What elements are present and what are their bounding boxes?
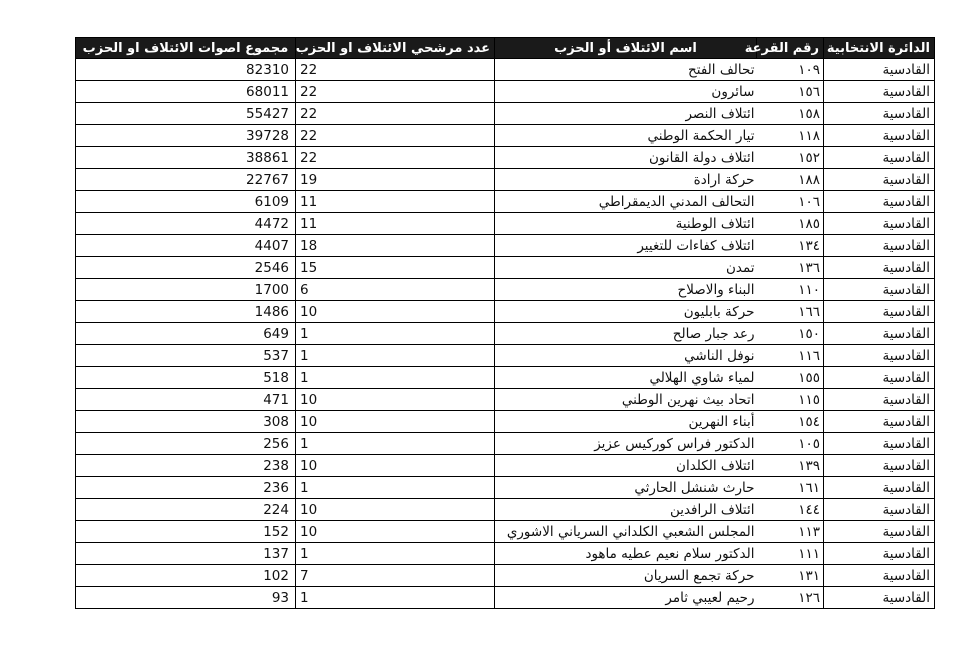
cell-total-votes: 1700	[76, 279, 296, 301]
cell-district: القادسية	[824, 411, 935, 433]
table-row	[76, 499, 935, 521]
table-row	[76, 323, 935, 345]
table-row	[76, 147, 935, 169]
table-body	[76, 59, 935, 609]
table-row	[76, 301, 935, 323]
cell-district: القادسية	[824, 565, 935, 587]
cell-district: القادسية	[824, 543, 935, 565]
cell-candidate-count: 11	[296, 191, 495, 213]
cell-candidate-count: 10	[296, 301, 495, 323]
table-row	[76, 543, 935, 565]
table-row	[76, 279, 935, 301]
cell-coalition-name: نوفل الناشي	[495, 345, 757, 367]
cell-total-votes: 471	[76, 389, 296, 411]
cell-lot-number: ١٦٦	[757, 301, 824, 323]
cell-coalition-name: رحيم لعيبي ثامر	[495, 587, 757, 609]
table-row	[76, 433, 935, 455]
header-candidate-count: عدد مرشحي الائتلاف او الحزب	[296, 38, 495, 59]
cell-candidate-count: 10	[296, 455, 495, 477]
cell-lot-number: ١٠٦	[757, 191, 824, 213]
cell-coalition-name: ائتلاف النصر	[495, 103, 757, 125]
cell-candidate-count: 10	[296, 411, 495, 433]
table-row	[76, 257, 935, 279]
cell-coalition-name: حارث شنشل الحارثي	[495, 477, 757, 499]
cell-lot-number: ١٦١	[757, 477, 824, 499]
table-row	[76, 411, 935, 433]
cell-coalition-name: تمدن	[495, 257, 757, 279]
cell-lot-number: ١١٦	[757, 345, 824, 367]
cell-lot-number: ١٥٠	[757, 323, 824, 345]
cell-candidate-count: 22	[296, 125, 495, 147]
cell-district: القادسية	[824, 103, 935, 125]
cell-total-votes: 308	[76, 411, 296, 433]
table-row	[76, 565, 935, 587]
cell-lot-number: ١١٥	[757, 389, 824, 411]
cell-coalition-name: المجلس الشعبي الكلداني السرياني الاشوري	[495, 521, 757, 543]
cell-lot-number: ١٤٤	[757, 499, 824, 521]
cell-total-votes: 236	[76, 477, 296, 499]
cell-total-votes: 224	[76, 499, 296, 521]
cell-lot-number: ١٥٢	[757, 147, 824, 169]
cell-coalition-name: حركة بابليون	[495, 301, 757, 323]
cell-candidate-count: 6	[296, 279, 495, 301]
cell-lot-number: ١٣١	[757, 565, 824, 587]
cell-coalition-name: الدكتور سلام نعيم عطيه ماهود	[495, 543, 757, 565]
table-row	[76, 367, 935, 389]
table-row	[76, 103, 935, 125]
cell-candidate-count: 22	[296, 81, 495, 103]
cell-district: القادسية	[824, 191, 935, 213]
cell-coalition-name: رعد جبار صالح	[495, 323, 757, 345]
cell-district: القادسية	[824, 323, 935, 345]
cell-total-votes: 93	[76, 587, 296, 609]
table-row	[76, 59, 935, 81]
cell-district: القادسية	[824, 125, 935, 147]
cell-candidate-count: 18	[296, 235, 495, 257]
cell-district: القادسية	[824, 169, 935, 191]
cell-lot-number: ١٠٩	[757, 59, 824, 81]
cell-candidate-count: 11	[296, 213, 495, 235]
cell-candidate-count: 1	[296, 323, 495, 345]
cell-candidate-count: 1	[296, 433, 495, 455]
cell-lot-number: ١٨٨	[757, 169, 824, 191]
cell-total-votes: 137	[76, 543, 296, 565]
cell-candidate-count: 1	[296, 367, 495, 389]
cell-district: القادسية	[824, 521, 935, 543]
cell-coalition-name: أبناء النهرين	[495, 411, 757, 433]
cell-lot-number: ١١٠	[757, 279, 824, 301]
cell-candidate-count: 1	[296, 345, 495, 367]
cell-coalition-name: تيار الحكمة الوطني	[495, 125, 757, 147]
header-lot-number: رقم القرعة	[757, 38, 824, 59]
cell-total-votes: 68011	[76, 81, 296, 103]
cell-coalition-name: ائتلاف الكلدان	[495, 455, 757, 477]
cell-candidate-count: 7	[296, 565, 495, 587]
cell-coalition-name: الدكتور فراس كوركيس عزيز	[495, 433, 757, 455]
cell-lot-number: ١١٣	[757, 521, 824, 543]
cell-lot-number: ١٣٦	[757, 257, 824, 279]
cell-total-votes: 4472	[76, 213, 296, 235]
cell-district: القادسية	[824, 345, 935, 367]
cell-lot-number: ١٥٨	[757, 103, 824, 125]
cell-lot-number: ١٥٥	[757, 367, 824, 389]
results-table-container	[75, 37, 934, 609]
cell-candidate-count: 10	[296, 389, 495, 411]
cell-candidate-count: 19	[296, 169, 495, 191]
table-row	[76, 345, 935, 367]
table-row	[76, 389, 935, 411]
cell-lot-number: ١١١	[757, 543, 824, 565]
cell-total-votes: 38861	[76, 147, 296, 169]
table-row	[76, 455, 935, 477]
header-district: الدائرة الانتخابية	[824, 38, 935, 59]
cell-coalition-name: ائتلاف الرافدين	[495, 499, 757, 521]
cell-district: القادسية	[824, 389, 935, 411]
cell-district: القادسية	[824, 147, 935, 169]
cell-district: القادسية	[824, 455, 935, 477]
cell-candidate-count: 10	[296, 499, 495, 521]
cell-total-votes: 55427	[76, 103, 296, 125]
header-total-votes: مجموع اصوات الائتلاف او الحزب	[76, 38, 296, 59]
table-row	[76, 169, 935, 191]
cell-district: القادسية	[824, 301, 935, 323]
cell-district: القادسية	[824, 279, 935, 301]
table-row	[76, 235, 935, 257]
cell-district: القادسية	[824, 59, 935, 81]
cell-coalition-name: ائتلاف الوطنية	[495, 213, 757, 235]
cell-district: القادسية	[824, 213, 935, 235]
election-results-table	[75, 37, 935, 609]
cell-total-votes: 39728	[76, 125, 296, 147]
cell-coalition-name: حركة ارادة	[495, 169, 757, 191]
cell-candidate-count: 22	[296, 147, 495, 169]
cell-district: القادسية	[824, 587, 935, 609]
cell-coalition-name: حركة تجمع السريان	[495, 565, 757, 587]
cell-district: القادسية	[824, 81, 935, 103]
table-row	[76, 477, 935, 499]
cell-total-votes: 518	[76, 367, 296, 389]
cell-coalition-name: لمياء شاوي الهلالي	[495, 367, 757, 389]
table-row	[76, 587, 935, 609]
header-coalition-name: اسم الائتلاف أو الحزب	[495, 38, 757, 59]
cell-lot-number: ١٣٩	[757, 455, 824, 477]
cell-candidate-count: 22	[296, 103, 495, 125]
cell-total-votes: 256	[76, 433, 296, 455]
cell-candidate-count: 1	[296, 543, 495, 565]
cell-coalition-name: التحالف المدني الديمقراطي	[495, 191, 757, 213]
cell-coalition-name: ائتلاف دولة القانون	[495, 147, 757, 169]
cell-district: القادسية	[824, 499, 935, 521]
cell-candidate-count: 10	[296, 521, 495, 543]
cell-candidate-count: 1	[296, 477, 495, 499]
cell-coalition-name: ائتلاف كفاءات للتغيير	[495, 235, 757, 257]
cell-district: القادسية	[824, 367, 935, 389]
table-row	[76, 125, 935, 147]
cell-total-votes: 82310	[76, 59, 296, 81]
cell-total-votes: 2546	[76, 257, 296, 279]
table-row	[76, 191, 935, 213]
cell-lot-number: ١٢٦	[757, 587, 824, 609]
table-row	[76, 213, 935, 235]
cell-total-votes: 1486	[76, 301, 296, 323]
cell-district: القادسية	[824, 257, 935, 279]
cell-district: القادسية	[824, 433, 935, 455]
cell-coalition-name: سائرون	[495, 81, 757, 103]
cell-total-votes: 649	[76, 323, 296, 345]
table-row	[76, 81, 935, 103]
cell-lot-number: ١٠٥	[757, 433, 824, 455]
cell-lot-number: ١٥٦	[757, 81, 824, 103]
cell-total-votes: 152	[76, 521, 296, 543]
cell-district: القادسية	[824, 235, 935, 257]
cell-total-votes: 22767	[76, 169, 296, 191]
cell-candidate-count: 1	[296, 587, 495, 609]
cell-total-votes: 537	[76, 345, 296, 367]
cell-total-votes: 238	[76, 455, 296, 477]
cell-total-votes: 6109	[76, 191, 296, 213]
table-header-row	[76, 38, 935, 59]
cell-district: القادسية	[824, 477, 935, 499]
cell-coalition-name: اتحاد بيث نهرين الوطني	[495, 389, 757, 411]
cell-total-votes: 4407	[76, 235, 296, 257]
cell-coalition-name: تحالف الفتح	[495, 59, 757, 81]
cell-lot-number: ١١٨	[757, 125, 824, 147]
cell-lot-number: ١٣٤	[757, 235, 824, 257]
cell-candidate-count: 22	[296, 59, 495, 81]
cell-lot-number: ١٥٤	[757, 411, 824, 433]
cell-lot-number: ١٨٥	[757, 213, 824, 235]
table-row	[76, 521, 935, 543]
cell-candidate-count: 15	[296, 257, 495, 279]
cell-total-votes: 102	[76, 565, 296, 587]
cell-coalition-name: البناء والاصلاح	[495, 279, 757, 301]
